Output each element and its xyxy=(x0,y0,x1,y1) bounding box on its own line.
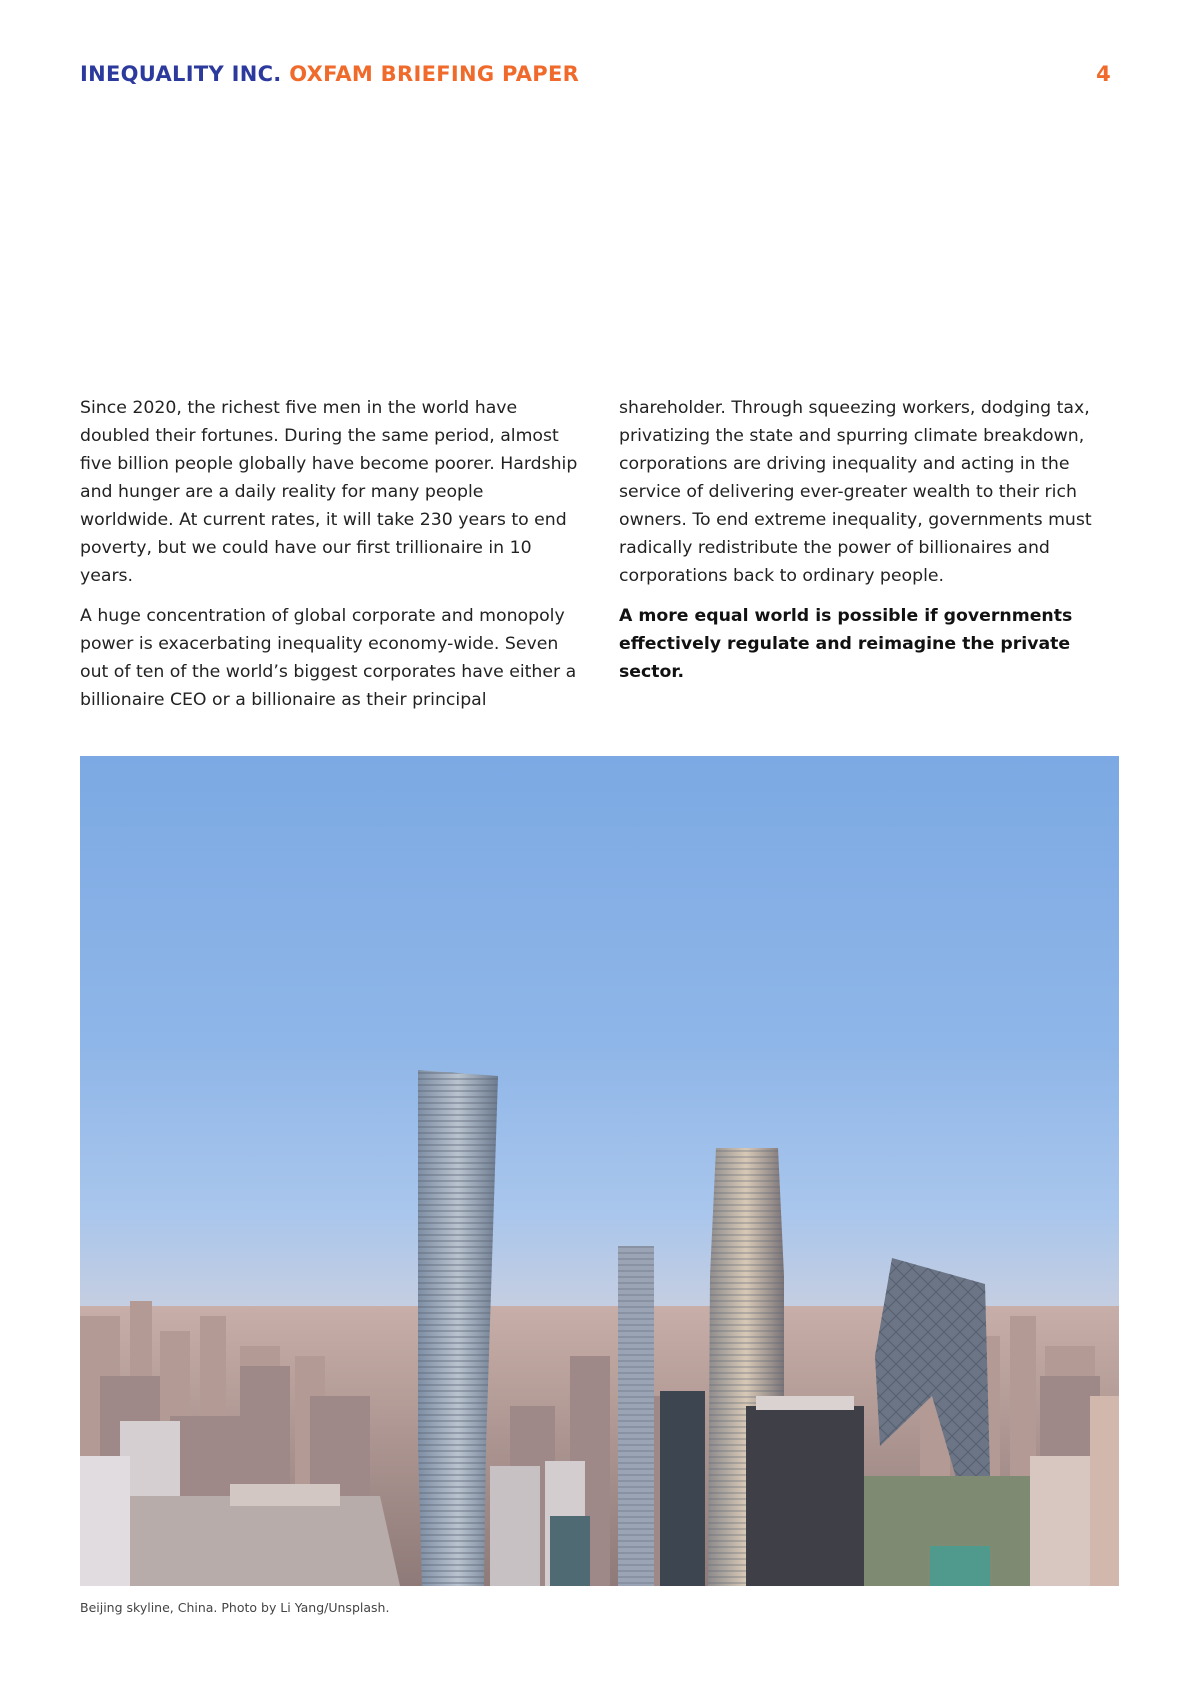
skyline-illustration xyxy=(80,756,1119,1586)
page-number: 4 xyxy=(1096,62,1111,86)
skyline-photo xyxy=(80,756,1119,1586)
body-text xyxy=(80,394,1119,726)
left-column xyxy=(80,394,580,726)
paragraph: shareholder. Through squeezing workers, dodging tax, privatizing the state and spurring climate breakdown, corporations are driving inequality and acting in the service of delivering ever-greater wealth to their rich owners. To end extreme inequality, governments must radically redistribute the power of billionaires and corporations back to ordinary people. xyxy=(619,398,1092,586)
header-title-orange: OXFAM BRIEFING PAPER xyxy=(289,62,580,86)
emphasis-paragraph: A more equal world is possible if governments effectively regulate and reimagine the private sector. xyxy=(619,606,1073,682)
header-title-blue: INEQUALITY INC. xyxy=(80,62,282,86)
photo-caption: Beijing skyline, China. Photo by Li Yang/Unsplash. xyxy=(80,1600,390,1615)
paragraph: Since 2020, the richest five men in the world have doubled their fortunes. During the same period, almost five billion people globally have become poorer. Hardship and hunger are a daily reality for many people worldwide. At current rates, it will take 230 years to end poverty, but we could have our first trillionaire in 10 years. xyxy=(80,398,578,586)
paragraph: A huge concentration of global corporate and monopoly power is exacerbating inequality economy-wide. Seven out of ten of the world’s biggest corporates have either a billionaire CEO or a billionaire as their principal xyxy=(80,606,577,710)
right-column xyxy=(619,394,1119,726)
page-header xyxy=(80,62,1111,92)
